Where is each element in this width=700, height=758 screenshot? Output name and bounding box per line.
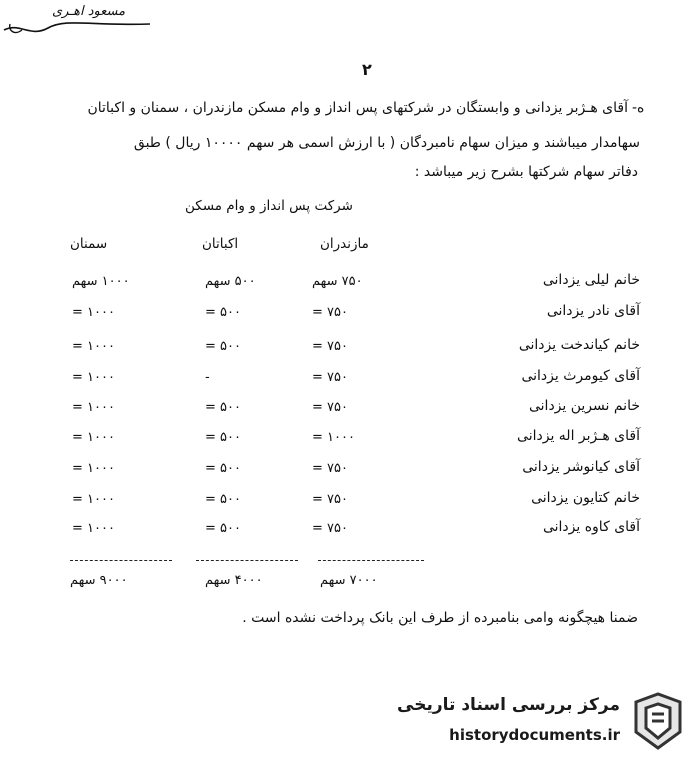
shareholder-name: آقای کاوه یزدانی <box>542 519 640 535</box>
footer-note: ضمنا هیچگونه وامی بنامبرده از طرف این بانک پرداخت نشده است . <box>242 610 638 626</box>
cell-ekbatan: ۵۰۰ = <box>205 461 241 476</box>
table-row <box>0 398 700 428</box>
table-row <box>0 428 700 458</box>
cell-ekbatan: ۵۰۰ = <box>205 492 241 507</box>
total-rule-mazandaran <box>318 560 424 561</box>
cell-mazandaran: ۷۵۰ = <box>312 521 348 536</box>
cell-mazandaran: ۷۵۰ = <box>312 492 348 507</box>
cell-semnan: ۱۰۰۰ = <box>72 521 115 536</box>
column-header-mazandaran: مازندران <box>320 236 369 252</box>
table-row <box>0 490 700 520</box>
shareholder-name: خانم کیاندخت یزدانی <box>518 337 640 353</box>
watermark <box>397 692 690 752</box>
total-ekbatan: ۴۰۰۰ سهم <box>205 573 263 588</box>
paragraph-marker: ه- <box>632 100 645 116</box>
table-title: شرکت پس انداز و وام مسکن <box>185 198 353 214</box>
shareholder-name: خانم لیلی یزدانی <box>542 272 640 288</box>
shareholder-name: خانم نسرین یزدانی <box>528 398 640 414</box>
cell-mazandaran: ۷۵۰ = <box>312 461 348 476</box>
cell-mazandaran: ۷۵۰ = <box>312 339 348 354</box>
table-row <box>0 303 700 333</box>
table-row <box>0 519 700 549</box>
shareholder-name: آقای کیانوشر یزدانی <box>522 459 640 475</box>
table-row <box>0 368 700 398</box>
cell-semnan: ۱۰۰۰ = <box>72 370 115 385</box>
total-rule-ekbatan <box>196 560 298 561</box>
shareholder-name: آقای کیومرث یزدانی <box>521 368 640 384</box>
signature-text: مسعود اهـری <box>52 4 126 19</box>
cell-ekbatan: ۵۰۰ = <box>205 430 241 445</box>
cell-ekbatan: - <box>205 370 210 385</box>
cell-mazandaran: ۷۵۰ = <box>312 305 348 320</box>
shareholder-name: خانم کتایون یزدانی <box>531 490 640 506</box>
signature <box>0 0 170 40</box>
archive-logo-icon <box>630 692 686 750</box>
paragraph-line-2: سهامدار میباشند و میزان سهام نامبردگان ( با ارزش اسمی هر سهم ۱۰۰۰۰ ریال ) طبق <box>133 135 640 151</box>
paragraph-line-3: دفاتر سهام شرکتها بشرح زیر میباشد : <box>414 164 638 180</box>
shareholder-name: آقای هـژبر اله یزدانی <box>517 428 640 444</box>
shareholder-name: آقای نادر یزدانی <box>546 303 640 319</box>
cell-semnan: ۱۰۰۰ سهم <box>72 274 130 289</box>
column-header-ekbatan: اکباتان <box>202 236 239 252</box>
cell-ekbatan: ۵۰۰ = <box>205 521 241 536</box>
cell-ekbatan: ۵۰۰ = <box>205 339 241 354</box>
total-semnan: ۹۰۰۰ سهم <box>70 573 128 588</box>
cell-ekbatan: ۵۰۰ = <box>205 305 241 320</box>
paragraph-line-1: آقای هـژبر یزدانی و وابستگان در شرکتهای پس انداز و وام مسکن مازندران ، سمنان و اکباتان <box>87 100 628 116</box>
page-number: ۲ <box>362 60 372 79</box>
cell-mazandaran: ۱۰۰۰ = <box>312 430 355 445</box>
cell-semnan: ۱۰۰۰ = <box>72 461 115 476</box>
table-row <box>0 272 700 302</box>
column-header-semnan: سمنان <box>70 236 108 252</box>
cell-ekbatan: ۵۰۰ سهم <box>205 274 256 289</box>
cell-mazandaran: ۷۵۰ = <box>312 400 348 415</box>
table-row <box>0 337 700 367</box>
table-row <box>0 459 700 489</box>
cell-semnan: ۱۰۰۰ = <box>72 430 115 445</box>
cell-mazandaran: ۷۵۰ سهم <box>312 274 363 289</box>
watermark-title: مرکز بررسی اسناد تاریخی <box>397 695 620 715</box>
total-rule-semnan <box>70 560 172 561</box>
cell-semnan: ۱۰۰۰ = <box>72 400 115 415</box>
cell-semnan: ۱۰۰۰ = <box>72 339 115 354</box>
cell-semnan: ۱۰۰۰ = <box>72 305 115 320</box>
watermark-url: historydocuments.ir <box>449 726 620 744</box>
cell-semnan: ۱۰۰۰ = <box>72 492 115 507</box>
cell-ekbatan: ۵۰۰ = <box>205 400 241 415</box>
cell-mazandaran: ۷۵۰ = <box>312 370 348 385</box>
total-mazandaran: ۷۰۰۰ سهم <box>320 573 378 588</box>
